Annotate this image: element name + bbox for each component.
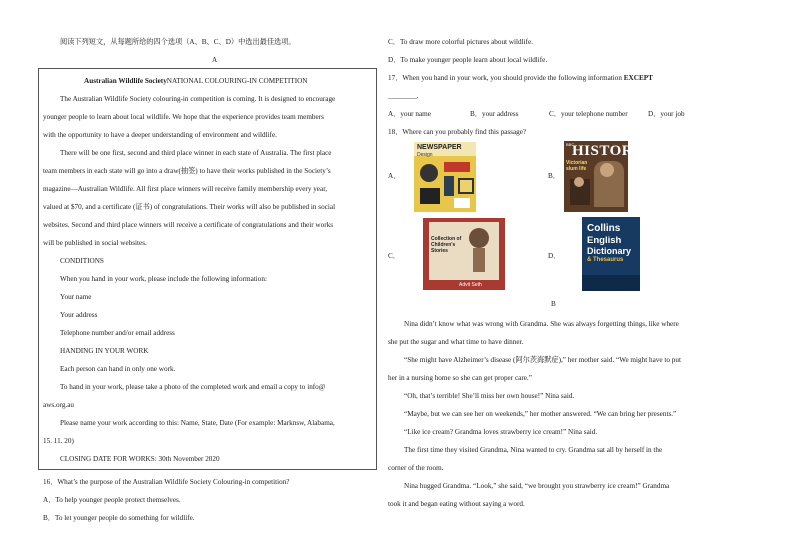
q16-option-c: C．To draw more colorful pictures about wildlife.	[388, 38, 534, 46]
passage-b-line: The first time they visited Grandma, Nina wanted to cry. Grandma sat all by herself in the	[404, 446, 663, 454]
passage-b-line: took it and began eating without saying a word.	[388, 500, 525, 508]
conditions-line: Your address	[60, 311, 98, 319]
instructions: 阅读下列短文，从每题所给的四个选项（A、B、C、D）中选出最佳选项。	[60, 38, 296, 46]
passage-b-line: she put the sugar and what time to have dinner.	[388, 338, 524, 346]
q17-option-c: C．your telephone number	[549, 110, 628, 118]
conditions-line: 15. 11. 20)	[43, 437, 74, 445]
newspaper-cover-title: NEWSPAPER	[417, 144, 462, 151]
history-cover-title: HISTORY	[572, 143, 644, 159]
q17-option-d: D．your job	[648, 110, 685, 118]
q17-option-a: A．your name	[388, 110, 431, 118]
collins-dictionary-image	[582, 217, 640, 291]
conditions-line: When you hand in your work, please include the following information:	[60, 275, 267, 283]
conditions-line: To hand in your work, please take a photo of the completed work and email a copy to info@	[60, 383, 326, 391]
newspaper-cover-subtitle: Design	[417, 152, 433, 158]
bbc-logo-text: BBC	[566, 142, 575, 147]
q17-stem	[388, 74, 653, 83]
para-line: magazine—Australian Wildlife. All first place winners will receive family membership every year,	[43, 185, 328, 193]
passage-b-line: “Like ice cream? Grandma loves strawberry ice cream!” Nina said.	[404, 428, 598, 436]
para-line: will be published in social websites.	[43, 239, 147, 247]
passage-b-line: “Oh, that’s terrible! She’ll miss her own house!” Nina said.	[404, 392, 575, 400]
para-line: websites. Second and third place winners will receive a certificate of congratulations and their works	[43, 221, 333, 229]
q16-option-d: D．To make younger people learn about local wildlife.	[388, 56, 548, 64]
passage-a-box	[38, 68, 377, 470]
q18-option-a: A．	[388, 172, 401, 180]
passage-b-line: her in a nursing home so she can get proper care.”	[388, 374, 532, 382]
conditions-line: Telephone number and/or email address	[60, 329, 175, 337]
newspaper-design-cover-image	[414, 142, 476, 212]
q18-stem: 18．Where can you probably find this passage?	[388, 128, 527, 136]
q18-option-c: C．	[388, 252, 400, 260]
passage-a-letter: A	[212, 56, 218, 64]
collins-thesaurus: & Thesaurus	[587, 257, 624, 263]
passage-b-line: corner of the room.	[388, 464, 444, 472]
q18-option-b: B．	[548, 172, 560, 180]
passage-b-line: Nina hugged Grandma. “Look,” she said, “we brought you strawberry ice cream!” Grandma	[404, 482, 670, 490]
childrens-stories-book-image	[423, 218, 505, 290]
passage-a-title-bold: Australian Wildlife Society	[84, 77, 167, 85]
q17-option-b: B．your address	[470, 110, 519, 118]
para-line: There will be one first, second and third place winner in each state of Australia. The first place	[60, 149, 332, 157]
passage-a-title-rest: NATIONAL COLOURING-IN COMPETITION	[166, 77, 308, 85]
passage-b-letter: B	[551, 300, 556, 308]
q18-option-d: D．	[548, 252, 561, 260]
passage-b-line: “She might have Alzheimer’s disease (阿尔茨海默症),” her mother said. “We might have to put	[404, 356, 681, 364]
history-cover-subtitle: Victorian slum life	[566, 160, 588, 172]
childrens-book-title: Collection of Children's Stories	[431, 236, 462, 254]
para-line: with the opportunity to have a deeper understanding of environment and wildlife.	[43, 131, 277, 139]
collins-dictionary: Dictionary	[587, 246, 632, 256]
passage-b-line: Nina didn’t know what was wrong with Grandma. She was always forgetting things, like where	[404, 320, 679, 328]
q17-stem-text: 17．When you hand in your work, you should provide the following information	[388, 74, 624, 82]
conditions-line: Each person can hand in only one work.	[60, 365, 176, 373]
collins-english: English	[587, 235, 622, 246]
para-line: The Australian Wildlife Society colouring-in competition is coming. It is designed to encourage	[60, 95, 336, 103]
q16-option-a: A．To help younger people protect themselves.	[43, 496, 181, 504]
childrens-book-author: Advit Seth	[459, 282, 482, 288]
para-line: younger people to learn about local wildlife. We hope that the experience provides team members	[43, 113, 324, 121]
closing-date: CLOSING DATE FOR WORKS: 30th November 2020	[60, 455, 220, 463]
conditions-heading: CONDITIONS	[60, 257, 104, 265]
conditions-line: Please name your work according to this: Name, State, Date (For example: Marknsw, Alabama,	[60, 419, 335, 427]
conditions-line: Your name	[60, 293, 92, 301]
passage-b-line: “Maybe, but we can see her on weekends,” her mother answered. “We can bring her presents.”	[404, 410, 677, 418]
q17-blank: ________.	[388, 92, 419, 100]
para-line: valued at $70, and a certificate (证书) of congratulations. Their works will also be published in social	[43, 203, 336, 211]
q16-stem: 16．What’s the purpose of the Australian Wildlife Society Colouring-in competition?	[43, 478, 290, 486]
collins-brand: Collins	[587, 223, 621, 234]
conditions-line: aws.org.au	[43, 401, 75, 409]
passage-a-title	[84, 77, 307, 86]
q17-except: EXCEPT	[623, 74, 653, 82]
bbc-history-magazine-image	[564, 141, 644, 212]
para-line: team members in each state will go into a draw(抽签) to have their works published in the Society’s	[43, 167, 331, 175]
handing-heading: HANDING IN YOUR WORK	[60, 347, 149, 355]
q16-option-b: B．To let younger people do something for wildlife.	[43, 514, 195, 522]
